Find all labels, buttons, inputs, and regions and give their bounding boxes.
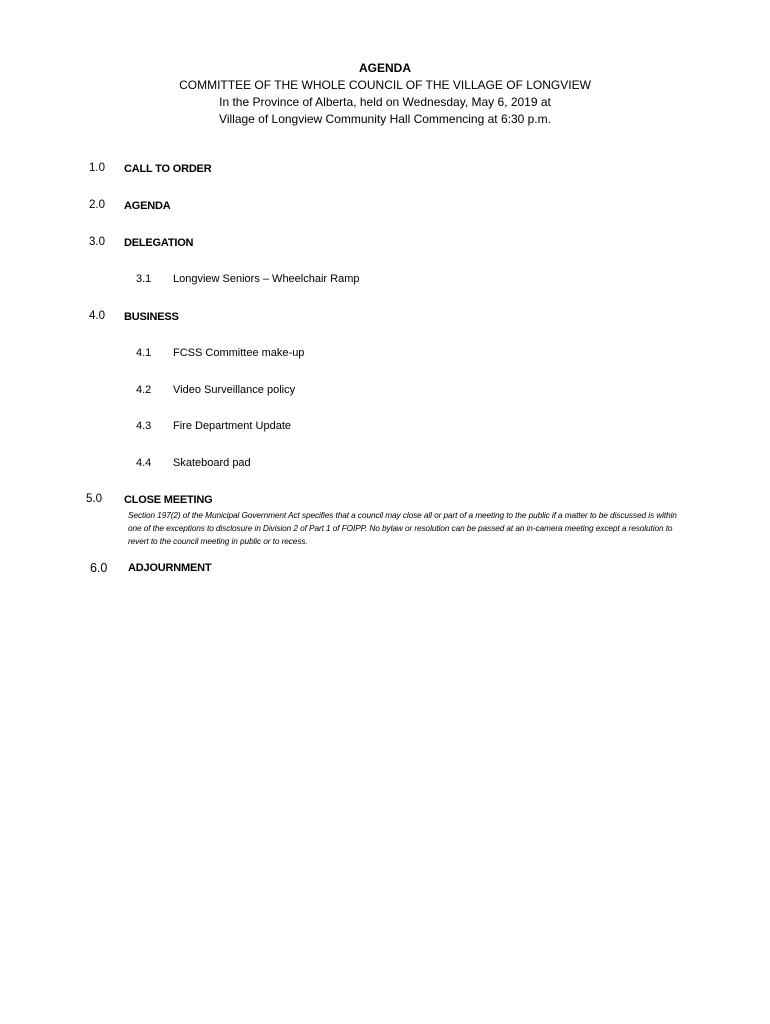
subitem-number: 4.4	[136, 457, 152, 469]
item-number: 5.0	[86, 493, 102, 505]
item-number: 3.0	[89, 236, 105, 248]
subitem-title: FCSS Committee make-up	[173, 347, 305, 359]
item-title: CALL TO ORDER	[124, 163, 212, 175]
subitem-number: 4.3	[136, 420, 152, 432]
agenda-header	[0, 60, 770, 128]
item-title: CLOSE MEETING	[124, 494, 213, 506]
meeting-location: Village of Longview Community Hall Commencing at 6:30 p.m.	[219, 112, 551, 126]
item-number: 1.0	[89, 162, 105, 174]
item-title: DELEGATION	[124, 237, 194, 249]
meeting-title: COMMITTEE OF THE WHOLE COUNCIL OF THE VILLAGE OF LONGVIEW	[179, 78, 591, 92]
item-number: 2.0	[89, 199, 105, 211]
subitem-number: 4.2	[136, 384, 152, 396]
subitem-title: Video Surveillance policy	[173, 384, 296, 396]
item-title: BUSINESS	[124, 311, 179, 323]
item-title: ADJOURNMENT	[128, 562, 212, 574]
item-title: AGENDA	[124, 200, 171, 212]
agenda-title: AGENDA	[358, 61, 411, 75]
item-number: 4.0	[89, 310, 105, 322]
subitem-number: 3.1	[136, 273, 152, 285]
meeting-date: In the Province of Alberta, held on Wednesday, May 6, 2019 at	[219, 95, 551, 109]
subitem-title: Fire Department Update	[173, 420, 291, 432]
close-meeting-note: Section 197(2) of the Municipal Government Act specifies that a council may close all or part of a meeting to the public if a matter to be discussed is within one of the exceptions to disclosure in Division 2 of Part 1 of FOIPP. No bylaw or resolution can be passed at an in-camera meeting except a resolution to revert to the council meeting in public or to recess.	[128, 510, 677, 546]
subitem-title: Longview Seniors – Wheelchair Ramp	[173, 273, 360, 285]
subitem-title: Skateboard pad	[173, 457, 251, 469]
subitem-number: 4.1	[136, 347, 152, 359]
item-number: 6.0	[90, 561, 108, 575]
